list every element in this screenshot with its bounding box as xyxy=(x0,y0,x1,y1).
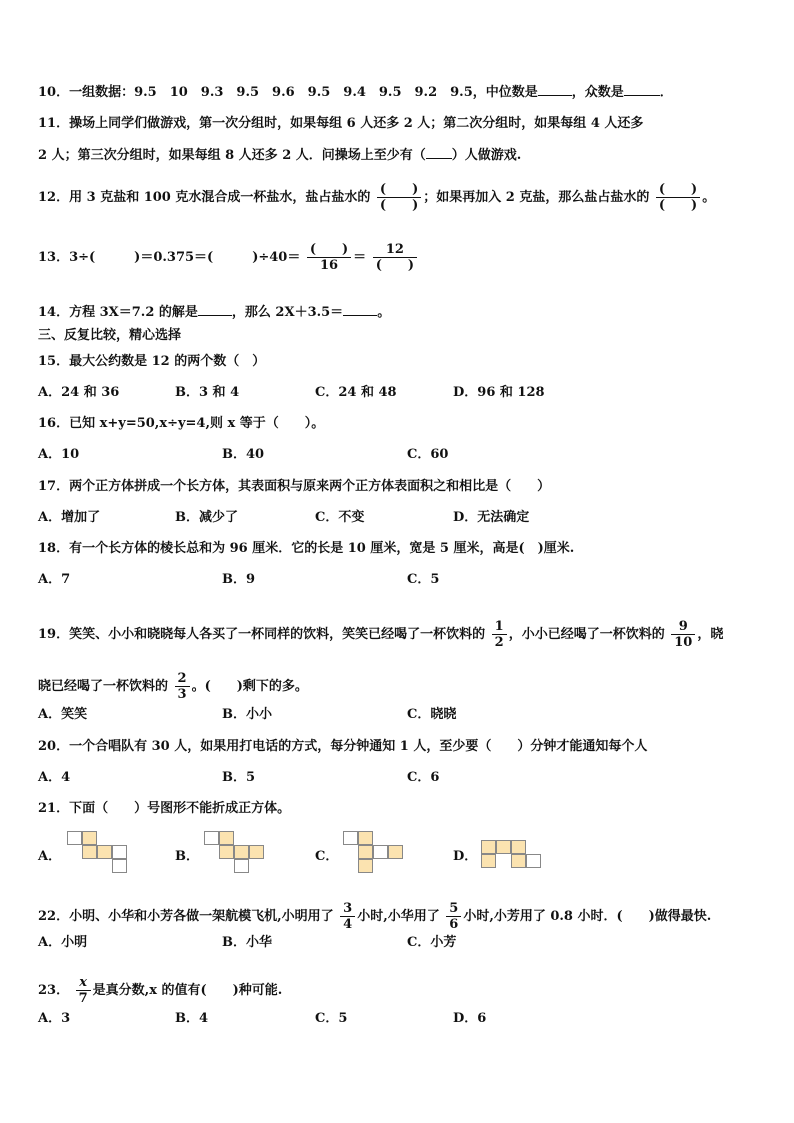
option-b[interactable]: B．9 xyxy=(222,572,256,587)
question-text: 一个合唱队有 30 人，如果用打电话的方式，每分钟通知 1 人，至少要（ ）分钟才能通知每个人 xyxy=(69,739,648,754)
question-text: 方程 3X＝7.2 的解是 xyxy=(69,305,198,320)
option-c[interactable]: C．6 xyxy=(407,770,440,785)
net-square xyxy=(511,854,526,868)
fraction-blank[interactable]: $\frac{( )}{( )}$ xyxy=(656,182,700,213)
net-square xyxy=(373,845,388,859)
fraction: $\frac{1}{2}$ xyxy=(492,619,507,650)
net-square xyxy=(204,831,219,845)
question-14 xyxy=(38,303,390,321)
option-c[interactable]: C．晓晓 xyxy=(407,707,457,722)
question-text: 小时,小芳用了 0.8 小时．( )做得最快. xyxy=(463,909,712,924)
question-number: 15． xyxy=(38,354,70,369)
answer-blank[interactable] xyxy=(624,83,660,96)
question-20 xyxy=(38,739,647,755)
question-text: 是真分数,x 的值有( )种可能. xyxy=(92,983,283,998)
question-19-line1 xyxy=(38,619,723,650)
question-text: 一组数据：9.5 10 9.3 9.5 9.6 9.5 9.4 9.5 9.2 9.5，中位数是 xyxy=(69,85,538,100)
question-text: ． xyxy=(659,85,673,100)
option-b[interactable]: B．减少了 xyxy=(175,510,238,525)
option-b[interactable]: B．小小 xyxy=(222,707,272,722)
question-number: 21． xyxy=(38,801,70,816)
net-square xyxy=(358,831,373,845)
question-text: ，那么 2X＋3.5＝ xyxy=(231,305,344,320)
option-c[interactable]: C．24 和 48 xyxy=(315,385,397,400)
question-text: 3÷( )＝0.375＝( )÷40＝ xyxy=(69,250,301,265)
question-19-line2 xyxy=(38,671,308,702)
question-text: ，小小已经喝了一杯饮料的 xyxy=(508,627,665,642)
fraction-blank[interactable]: $\frac{( )}{( )}$ xyxy=(377,182,421,213)
option-a[interactable]: A．7 xyxy=(38,572,71,587)
question-text: 。 xyxy=(702,190,716,205)
question-text: 两个正方体拼成一个长方体，其表面积与原来两个正方体表面积之和相比是（ ） xyxy=(69,479,551,494)
net-square xyxy=(219,845,234,859)
question-text: 晓已经喝了一杯饮料的 xyxy=(38,679,169,694)
net-square xyxy=(343,831,358,845)
option-c[interactable]: C．5 xyxy=(407,572,440,587)
answer-blank[interactable] xyxy=(343,303,377,316)
option-b[interactable]: B．5 xyxy=(222,770,256,785)
question-number: 12． xyxy=(38,190,70,205)
net-square xyxy=(358,859,373,873)
cube-net-d[interactable] xyxy=(481,840,545,872)
question-text: 下面（ ）号图形不能折成正方体。 xyxy=(69,801,291,816)
question-number: 10． xyxy=(38,85,70,100)
question-23 xyxy=(38,975,282,1006)
net-square xyxy=(112,845,127,859)
question-16 xyxy=(38,416,324,432)
cube-net-b[interactable] xyxy=(204,831,268,876)
option-a[interactable]: A．小明 xyxy=(38,935,88,950)
question-number: 18． xyxy=(38,541,70,556)
question-text: 操场上同学们做游戏，第一次分组时，如果每组 6 人还多 2 人；第二次分组时，如果每组 4 人还多 xyxy=(69,116,644,131)
question-13 xyxy=(38,242,419,273)
net-square xyxy=(388,845,403,859)
net-square xyxy=(511,840,526,854)
question-text: 小明、小华和小芳各做一架航模飞机,小明用了 xyxy=(69,909,334,924)
question-number: 11． xyxy=(38,116,70,131)
question-text: 有一个长方体的棱长总和为 96 厘米．它的长是 10 厘米，宽是 5 厘米，高是( )厘米. xyxy=(69,541,575,556)
net-square xyxy=(526,854,541,868)
option-a[interactable]: A．增加了 xyxy=(38,510,101,525)
question-text: 。 xyxy=(377,305,391,320)
net-square xyxy=(67,831,82,845)
net-square xyxy=(496,840,511,854)
option-b[interactable]: B．小华 xyxy=(222,935,272,950)
option-a[interactable]: A．笑笑 xyxy=(38,707,88,722)
net-square xyxy=(97,845,112,859)
option-b[interactable]: B．40 xyxy=(222,447,265,462)
answer-blank[interactable] xyxy=(198,303,232,316)
option-d[interactable]: D．96 和 128 xyxy=(453,385,545,400)
question-text: ，晓 xyxy=(697,627,724,642)
option-c[interactable]: C．5 xyxy=(315,1011,348,1026)
option-b[interactable]: B．4 xyxy=(175,1011,209,1026)
question-10 xyxy=(38,83,673,101)
question-number: 22． xyxy=(38,909,70,924)
question-22 xyxy=(38,901,711,932)
question-number: 17． xyxy=(38,479,70,494)
question-text: ）人做游戏. xyxy=(451,148,522,163)
question-number: 20． xyxy=(38,739,70,754)
option-b[interactable]: B． xyxy=(175,849,199,864)
fraction: $\frac{9}{10}$ xyxy=(671,619,695,650)
question-21 xyxy=(38,801,290,817)
question-text: 已知 x+y=50,x÷y=4,则 x 等于（ ）。 xyxy=(69,416,325,431)
question-18 xyxy=(38,541,574,557)
option-a[interactable]: A．4 xyxy=(38,770,71,785)
fraction: $\frac{( )}{16}$ xyxy=(307,242,351,273)
option-d[interactable]: D． xyxy=(453,849,478,864)
equals-sign: ＝ xyxy=(353,250,367,265)
question-number: 19． xyxy=(38,627,70,642)
answer-blank[interactable] xyxy=(426,146,452,159)
question-text: 最大公约数是 12 的两个数（ ） xyxy=(69,354,266,369)
option-d[interactable]: D．无法确定 xyxy=(453,510,530,525)
net-square xyxy=(82,831,97,845)
cube-net-a[interactable] xyxy=(67,831,129,876)
option-d[interactable]: D．6 xyxy=(453,1011,487,1026)
question-number: 14． xyxy=(38,305,70,320)
question-number: 23． xyxy=(38,983,70,998)
option-a[interactable]: A．10 xyxy=(38,447,80,462)
question-text: 小时,小华用了 xyxy=(357,909,440,924)
question-text: 2 人；第三次分组时，如果每组 8 人还多 2 人．问操场上至少有（ xyxy=(38,148,426,163)
option-c[interactable]: C． xyxy=(315,849,339,864)
net-square xyxy=(234,859,249,873)
option-c[interactable]: C．60 xyxy=(407,447,449,462)
fraction: $\frac{5}{6}$ xyxy=(446,901,461,932)
question-11-line1 xyxy=(38,116,643,132)
question-text: 。( )剩下的多。 xyxy=(191,679,308,694)
net-square xyxy=(481,840,496,854)
question-17 xyxy=(38,479,550,495)
section-heading: 三、反复比较，精心选择 xyxy=(38,328,182,343)
question-text: ，众数是 xyxy=(571,85,624,100)
net-square xyxy=(249,845,264,859)
question-12 xyxy=(38,182,715,213)
question-number: 16． xyxy=(38,416,70,431)
net-square xyxy=(234,845,249,859)
option-a[interactable]: A．24 和 36 xyxy=(38,385,120,400)
fraction: $\frac{2}{3}$ xyxy=(175,671,190,702)
net-square xyxy=(481,854,496,868)
option-c[interactable]: C．不变 xyxy=(315,510,365,525)
question-number: 13． xyxy=(38,250,70,265)
question-text: 用 3 克盐和 100 克水混合成一杯盐水，盐占盐水的 xyxy=(69,190,371,205)
net-square xyxy=(358,845,373,859)
option-a[interactable]: A． xyxy=(38,849,62,864)
fraction: $\frac{x}{7}$ xyxy=(76,975,91,1006)
question-15 xyxy=(38,354,265,370)
fraction: $\frac{3}{4}$ xyxy=(340,901,355,932)
option-c[interactable]: C．小芳 xyxy=(407,935,457,950)
question-11-line2 xyxy=(38,146,521,164)
question-text: 笑笑、小小和晓晓每人各买了一杯同样的饮料，笑笑已经喝了一杯饮料的 xyxy=(69,627,486,642)
net-square xyxy=(82,845,97,859)
option-a[interactable]: A．3 xyxy=(38,1011,71,1026)
option-b[interactable]: B．3 和 4 xyxy=(175,385,240,400)
cube-net-c[interactable] xyxy=(343,831,407,876)
answer-blank[interactable] xyxy=(538,83,572,96)
fraction: $\frac{12}{( )}$ xyxy=(373,242,417,273)
net-square xyxy=(112,859,127,873)
net-square xyxy=(219,831,234,845)
question-text: ；如果再加入 2 克盐，那么盐占盐水的 xyxy=(423,190,650,205)
